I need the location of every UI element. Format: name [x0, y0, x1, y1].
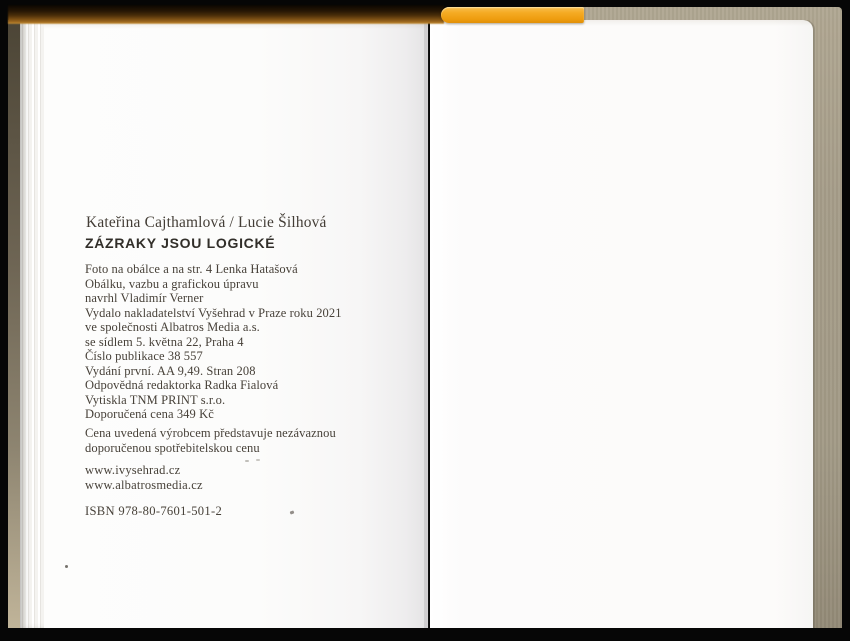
colophon-line: Vytiskla TNM PRINT s.r.o. [85, 392, 226, 407]
book-title: ZÁZRAKY JSOU LOGICKÉ [85, 235, 276, 251]
book-top-edge [8, 5, 444, 24]
website-url: www.albatrosmedia.cz [85, 477, 203, 492]
scan-speck [256, 459, 260, 461]
bookmark-ribbon [441, 7, 584, 23]
right-page-blank [430, 20, 813, 628]
colophon-line: Vydání první. AA 9,49. Stran 208 [85, 363, 256, 378]
colophon-line: navrhl Vladimír Verner [85, 291, 204, 306]
colophon-line: Obálku, vazbu a grafickou úpravu [85, 276, 259, 291]
colophon-line: se sídlem 5. května 22, Praha 4 [85, 334, 244, 349]
website-url: www.ivysehrad.cz [85, 463, 181, 477]
price-note-line: Cena uvedená výrobcem představuje nezávaznou [85, 426, 336, 440]
price-note-block [85, 426, 415, 455]
scan-speck [65, 565, 68, 568]
scan-speck [245, 460, 249, 462]
colophon-line: Vydalo nakladatelství Vyšehrad v Praze roku 2021 [85, 305, 342, 320]
author-line: Kateřina Cajthamlová / Lucie Šilhová [86, 214, 327, 231]
colophon-line: Číslo publikace 38 557 [85, 349, 203, 364]
colophon-line: Odpovědná redaktorka Radka Fialová [85, 378, 279, 393]
websites-block [85, 463, 415, 492]
price-note-line: doporučenou spotřebitelskou cenu [85, 440, 260, 455]
colophon-block [85, 262, 415, 422]
colophon-line: Doporučená cena 349 Kč [85, 407, 214, 422]
isbn-line: ISBN 978-80-7601-501-2 [85, 504, 223, 518]
colophon-line: ve společnosti Albatros Media a.s. [85, 320, 260, 335]
colophon-line: Foto na obálce a na str. 4 Lenka Hatašová [85, 262, 298, 276]
